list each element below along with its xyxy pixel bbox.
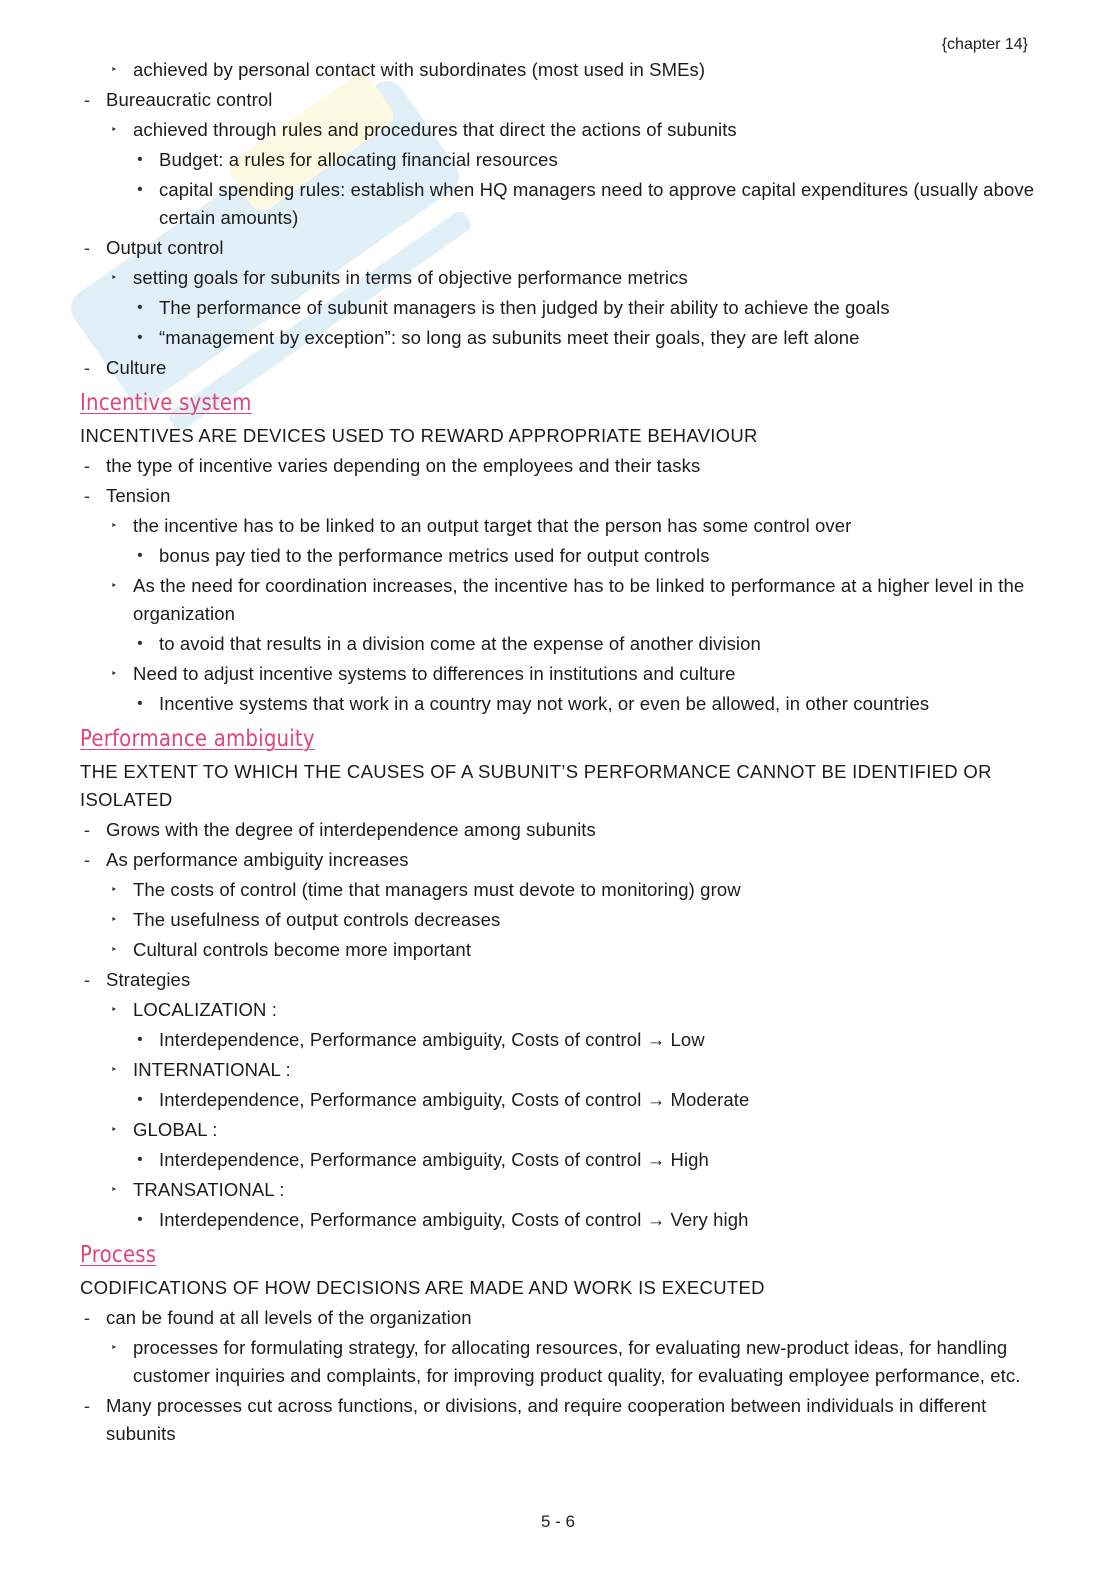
line-text: Culture [106, 357, 167, 378]
bullet-marker-icon: • [137, 181, 143, 198]
bullet-marker-icon: • [137, 1211, 143, 1228]
bullet-marker-icon: ‣ [110, 944, 118, 956]
line-text: Output control [106, 237, 224, 258]
bullet-marker-icon: • [137, 635, 143, 652]
bullet-marker-icon: ‣ [110, 668, 118, 680]
bullet-marker-icon: • [137, 695, 143, 712]
page-number: 5 - 6 [540, 1512, 576, 1531]
list-item [80, 1206, 1040, 1234]
list-item [80, 1392, 1040, 1448]
line-text: CODIFICATIONS OF HOW DECISIONS ARE MADE AND WORK IS EXECUTED [80, 1277, 765, 1298]
list-item [80, 936, 1040, 964]
line-text: capital spending rules: establish when HQ managers need to approve capital expenditures (usually above certain amounts) [159, 179, 1035, 228]
bullet-marker-icon: ‣ [110, 884, 118, 896]
list-item [80, 966, 1040, 994]
bullet-marker-icon: ‣ [110, 520, 118, 532]
list-item [80, 1116, 1040, 1144]
list-item [80, 354, 1040, 382]
line-text: Cultural controls become more important [133, 939, 472, 960]
list-item [80, 264, 1040, 292]
bullet-marker-icon: • [137, 1151, 143, 1168]
list-item [80, 234, 1040, 262]
line-text: As the need for coordination increases, the incentive has to be linked to performance at a higher level in the organization [133, 575, 1025, 624]
line-text: The performance of subunit managers is then judged by their ability to achieve the goals [159, 297, 890, 318]
line-text: THE EXTENT TO WHICH THE CAUSES OF A SUBUNIT’S PERFORMANCE CANNOT BE IDENTIFIED OR ISOLATED [80, 761, 992, 810]
bullet-marker-icon: ‣ [110, 124, 118, 136]
line-text: The costs of control (time that managers must devote to monitoring) grow [133, 879, 741, 900]
list-item [80, 1056, 1040, 1084]
bullet-marker-icon: • [137, 1091, 143, 1108]
line-text: Incentive systems that work in a country may not work, or even be allowed, in other countries [159, 693, 930, 714]
line-text: achieved through rules and procedures that direct the actions of subunits [133, 119, 737, 140]
list-item [80, 876, 1040, 904]
list-item [80, 690, 1040, 718]
bullet-marker-icon: - [83, 357, 91, 378]
list-item [80, 512, 1040, 540]
line-text: Need to adjust incentive systems to differences in institutions and culture [133, 663, 736, 684]
line-text: Many processes cut across functions, or divisions, and require cooperation between individuals in different subunits [106, 1395, 987, 1444]
section-heading [80, 1240, 906, 1270]
bullet-marker-icon: ‣ [110, 1124, 118, 1136]
line-text: GLOBAL : [133, 1119, 218, 1140]
bullet-marker-icon: - [83, 89, 91, 110]
line-text: As performance ambiguity increases [106, 849, 409, 870]
bullet-marker-icon: ‣ [110, 1004, 118, 1016]
line-text: achieved by personal contact with subordinates (most used in SMEs) [133, 59, 706, 80]
line-text: Interdependence, Performance ambiguity, Costs of control → Moderate [159, 1089, 750, 1110]
bullet-marker-icon: ‣ [110, 272, 118, 284]
line-text: the type of incentive varies depending on the employees and their tasks [106, 455, 701, 476]
line-text: Incentive system [80, 390, 252, 416]
line-text: setting goals for subunits in terms of objective performance metrics [133, 267, 688, 288]
bullet-marker-icon: - [83, 849, 91, 870]
bullet-marker-icon: • [137, 151, 143, 168]
line-text: Strategies [106, 969, 191, 990]
document-body [80, 56, 1040, 1450]
list-item [80, 482, 1040, 510]
line-text: Grows with the degree of interdependence among subunits [106, 819, 596, 840]
list-item [80, 1334, 1040, 1390]
definition-line [80, 1274, 1040, 1302]
list-item [80, 1146, 1040, 1174]
bullet-marker-icon: • [137, 329, 143, 346]
list-item [80, 996, 1040, 1024]
bullet-marker-icon: ‣ [110, 1184, 118, 1196]
list-item [80, 572, 1040, 628]
line-text: Interdependence, Performance ambiguity, Costs of control → High [159, 1149, 709, 1170]
chapter-label: {chapter 14} [941, 36, 1028, 53]
line-text: LOCALIZATION : [133, 999, 277, 1020]
line-text: INCENTIVES ARE DEVICES USED TO REWARD APPROPRIATE BEHAVIOUR [80, 425, 758, 446]
bullet-marker-icon: ‣ [110, 1342, 118, 1354]
list-item [80, 1304, 1040, 1332]
line-text: Tension [106, 485, 171, 506]
list-item [80, 906, 1040, 934]
line-text: TRANSATIONAL : [133, 1179, 285, 1200]
list-item [80, 846, 1040, 874]
line-text: Interdependence, Performance ambiguity, Costs of control → Very high [159, 1209, 749, 1230]
section-heading [80, 388, 906, 418]
line-text: “management by exception”: so long as subunits meet their goals, they are left alone [159, 327, 860, 348]
bullet-marker-icon: • [137, 1031, 143, 1048]
line-text: Budget: a rules for allocating financial resources [159, 149, 558, 170]
bullet-marker-icon: ‣ [110, 64, 118, 76]
line-text: to avoid that results in a division come at the expense of another division [159, 633, 761, 654]
list-item [80, 1026, 1040, 1054]
list-item [80, 176, 1040, 232]
definition-line [80, 422, 1040, 450]
definition-line [80, 758, 1040, 814]
bullet-marker-icon: - [83, 455, 91, 476]
bullet-marker-icon: • [137, 299, 143, 316]
list-item [80, 1086, 1040, 1114]
line-text: the incentive has to be linked to an output target that the person has some control over [133, 515, 852, 536]
line-text: Performance ambiguity [80, 726, 315, 752]
list-item [80, 660, 1040, 688]
line-text: Bureaucratic control [106, 89, 273, 110]
line-text: Interdependence, Performance ambiguity, Costs of control → Low [159, 1029, 705, 1050]
list-item [80, 56, 1040, 84]
bullet-marker-icon: ‣ [110, 580, 118, 592]
bullet-marker-icon: - [83, 1395, 91, 1416]
list-item [80, 452, 1040, 480]
list-item [80, 816, 1040, 844]
list-item [80, 630, 1040, 658]
list-item [80, 542, 1040, 570]
list-item [80, 294, 1040, 322]
bullet-marker-icon: ‣ [110, 914, 118, 926]
section-heading [80, 724, 906, 754]
list-item [80, 1176, 1040, 1204]
line-text: Process [80, 1242, 157, 1268]
bullet-marker-icon: - [83, 1307, 91, 1328]
bullet-marker-icon: - [83, 819, 91, 840]
bullet-marker-icon: ‣ [110, 1064, 118, 1076]
bullet-marker-icon: • [137, 547, 143, 564]
line-text: processes for formulating strategy, for allocating resources, for evaluating new-product ideas, for handling customer inquiries and complaints, for improving product quality, for evaluating employee performance, etc. [133, 1337, 1021, 1386]
list-item [80, 116, 1040, 144]
line-text: bonus pay tied to the performance metrics used for output controls [159, 545, 710, 566]
list-item [80, 324, 1040, 352]
list-item [80, 146, 1040, 174]
bullet-marker-icon: - [83, 237, 91, 258]
line-text: can be found at all levels of the organization [106, 1307, 472, 1328]
list-item [80, 86, 1040, 114]
line-text: The usefulness of output controls decreases [133, 909, 501, 930]
bullet-marker-icon: - [83, 969, 91, 990]
line-text: INTERNATIONAL : [133, 1059, 291, 1080]
bullet-marker-icon: - [83, 485, 91, 506]
